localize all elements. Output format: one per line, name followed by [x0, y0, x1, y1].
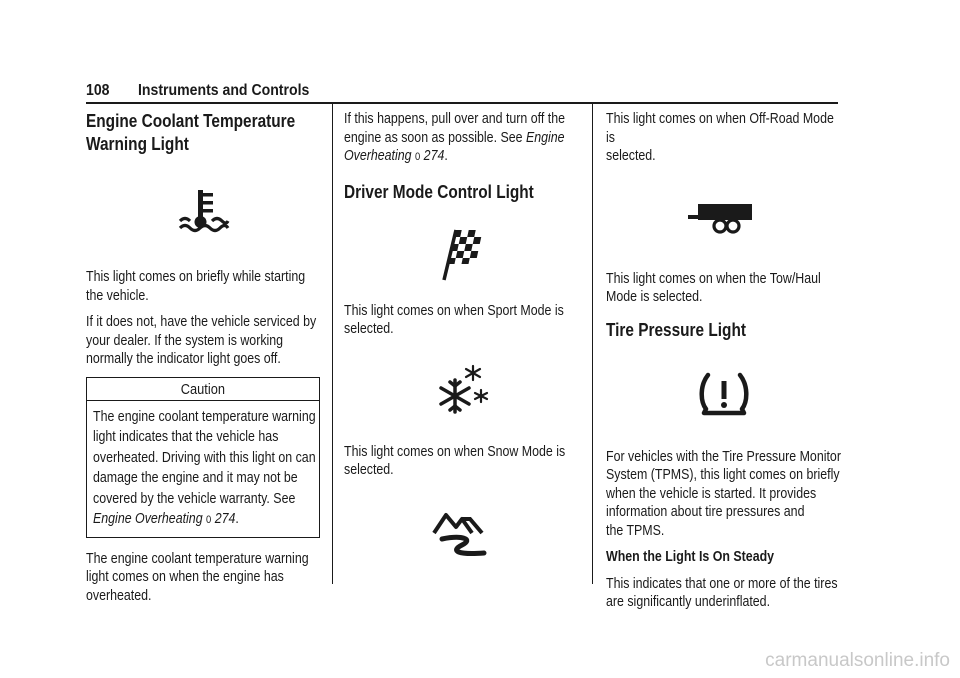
driver-mode-heading: Driver Mode Control Light [344, 181, 534, 202]
text-line: Mode is selected. [606, 289, 703, 305]
text-line: If this happens, pull over and turn off the [344, 111, 566, 127]
text-line: are significantly underinflated. [606, 594, 771, 610]
caution-box [86, 377, 320, 538]
snowflake-icon [344, 339, 580, 443]
column-divider-1 [332, 104, 333, 584]
coolant-heading-line1: Engine Coolant Temperature [86, 111, 296, 131]
text-line: information about tire pressures and [606, 504, 805, 520]
text-line: If it does not, have the vehicle serviced by [86, 314, 317, 330]
page-header [86, 80, 838, 104]
caution-reference-link[interactable]: Engine Overheating [93, 511, 203, 527]
coolant-heading-line2: Warning Light [86, 134, 189, 154]
text-line: engine as soon as possible. See [344, 129, 523, 146]
snow-mode-text [344, 443, 580, 480]
offroad-mode-text [606, 110, 842, 166]
column-3 [606, 110, 842, 612]
text-line: light indicates that the vehicle has [93, 429, 279, 445]
column-2 [344, 110, 580, 590]
text-line: the TPMS. [606, 522, 665, 539]
text-line: This light comes on when Snow Mode is [344, 443, 566, 460]
text-line: selected. [344, 321, 394, 337]
section-title: Instruments and Controls [138, 82, 310, 99]
column-divider-2 [592, 104, 593, 584]
text-line: This indicates that one or more of the tires [606, 575, 838, 592]
coolant-heading [86, 110, 322, 156]
text-line: your dealer. If the system is working [86, 332, 284, 349]
page-ref-marker: 0 [414, 151, 421, 163]
overheat-paragraph: If this happens, pull over and turn off the engine as soon as possible. See Engine Overheating 0 274. [344, 111, 566, 164]
tpms-paragraph [606, 448, 842, 541]
header-rule [86, 102, 838, 104]
column-1 [86, 110, 322, 605]
text-line: This light comes on when the Tow/Haul [606, 270, 821, 287]
overheating-reference-link-cont[interactable]: Overheating [344, 148, 412, 164]
text-line: selected. [344, 462, 394, 478]
text-line: covered by the vehicle warranty. See [93, 490, 296, 507]
caution-title: Caution [180, 380, 226, 398]
text-line: light comes on when the engine has [86, 569, 284, 585]
text-line: System (TPMS), this light comes on briefly [606, 467, 840, 483]
text-line: The engine coolant temperature warning [86, 550, 309, 567]
text-line: selected. [606, 148, 656, 164]
text-line: This light comes on when Off-Road Mode is [606, 111, 834, 146]
text-line: damage the engine and it may not be [93, 470, 298, 486]
coolant-temperature-icon [86, 156, 322, 268]
watermark: carmanualsonline.info [765, 650, 950, 671]
tire-pressure-icon [606, 342, 842, 448]
text-line: the vehicle. [86, 287, 149, 304]
page-number: 108 [86, 82, 110, 99]
text-line: The engine coolant temperature warning [93, 408, 316, 425]
tire-pressure-heading: Tire Pressure Light [606, 319, 746, 340]
text-line: normally the indicator light goes off. [86, 351, 281, 367]
checkered-flag-icon [344, 204, 580, 302]
caution-text: The engine coolant temperature warning light indicates that the vehicle has overheated. Driving with this light on can damage the engine and it may not be covered by the vehicle warranty. See Engine Overheating 0 274. [93, 408, 316, 527]
text-line: This light comes on when Sport Mode is [344, 302, 564, 319]
caution-reference-page[interactable]: 274 [214, 511, 236, 527]
text-line: when the vehicle is started. It provides [606, 485, 817, 502]
steady-light-text [606, 575, 842, 612]
page-ref-marker: 0 [206, 514, 212, 526]
text-line: overheated. [86, 587, 152, 604]
coolant-paragraph-3 [86, 550, 322, 606]
mountain-road-icon [344, 480, 580, 590]
overheating-reference-link[interactable]: Engine [525, 129, 565, 146]
coolant-paragraph-2 [86, 313, 322, 369]
text-line: This light comes on briefly while starting [86, 269, 306, 285]
steady-light-subheading: When the Light Is On Steady [606, 549, 775, 565]
tow-haul-text [606, 270, 842, 307]
text-line: For vehicles with the Tire Pressure Monitor [606, 448, 841, 465]
coolant-paragraph-1 [86, 268, 322, 305]
trailer-icon [606, 166, 842, 270]
overheating-reference-page[interactable]: 274 [423, 148, 445, 164]
text-line: overheated. Driving with this light on can [93, 449, 316, 466]
sport-mode-text [344, 302, 580, 339]
